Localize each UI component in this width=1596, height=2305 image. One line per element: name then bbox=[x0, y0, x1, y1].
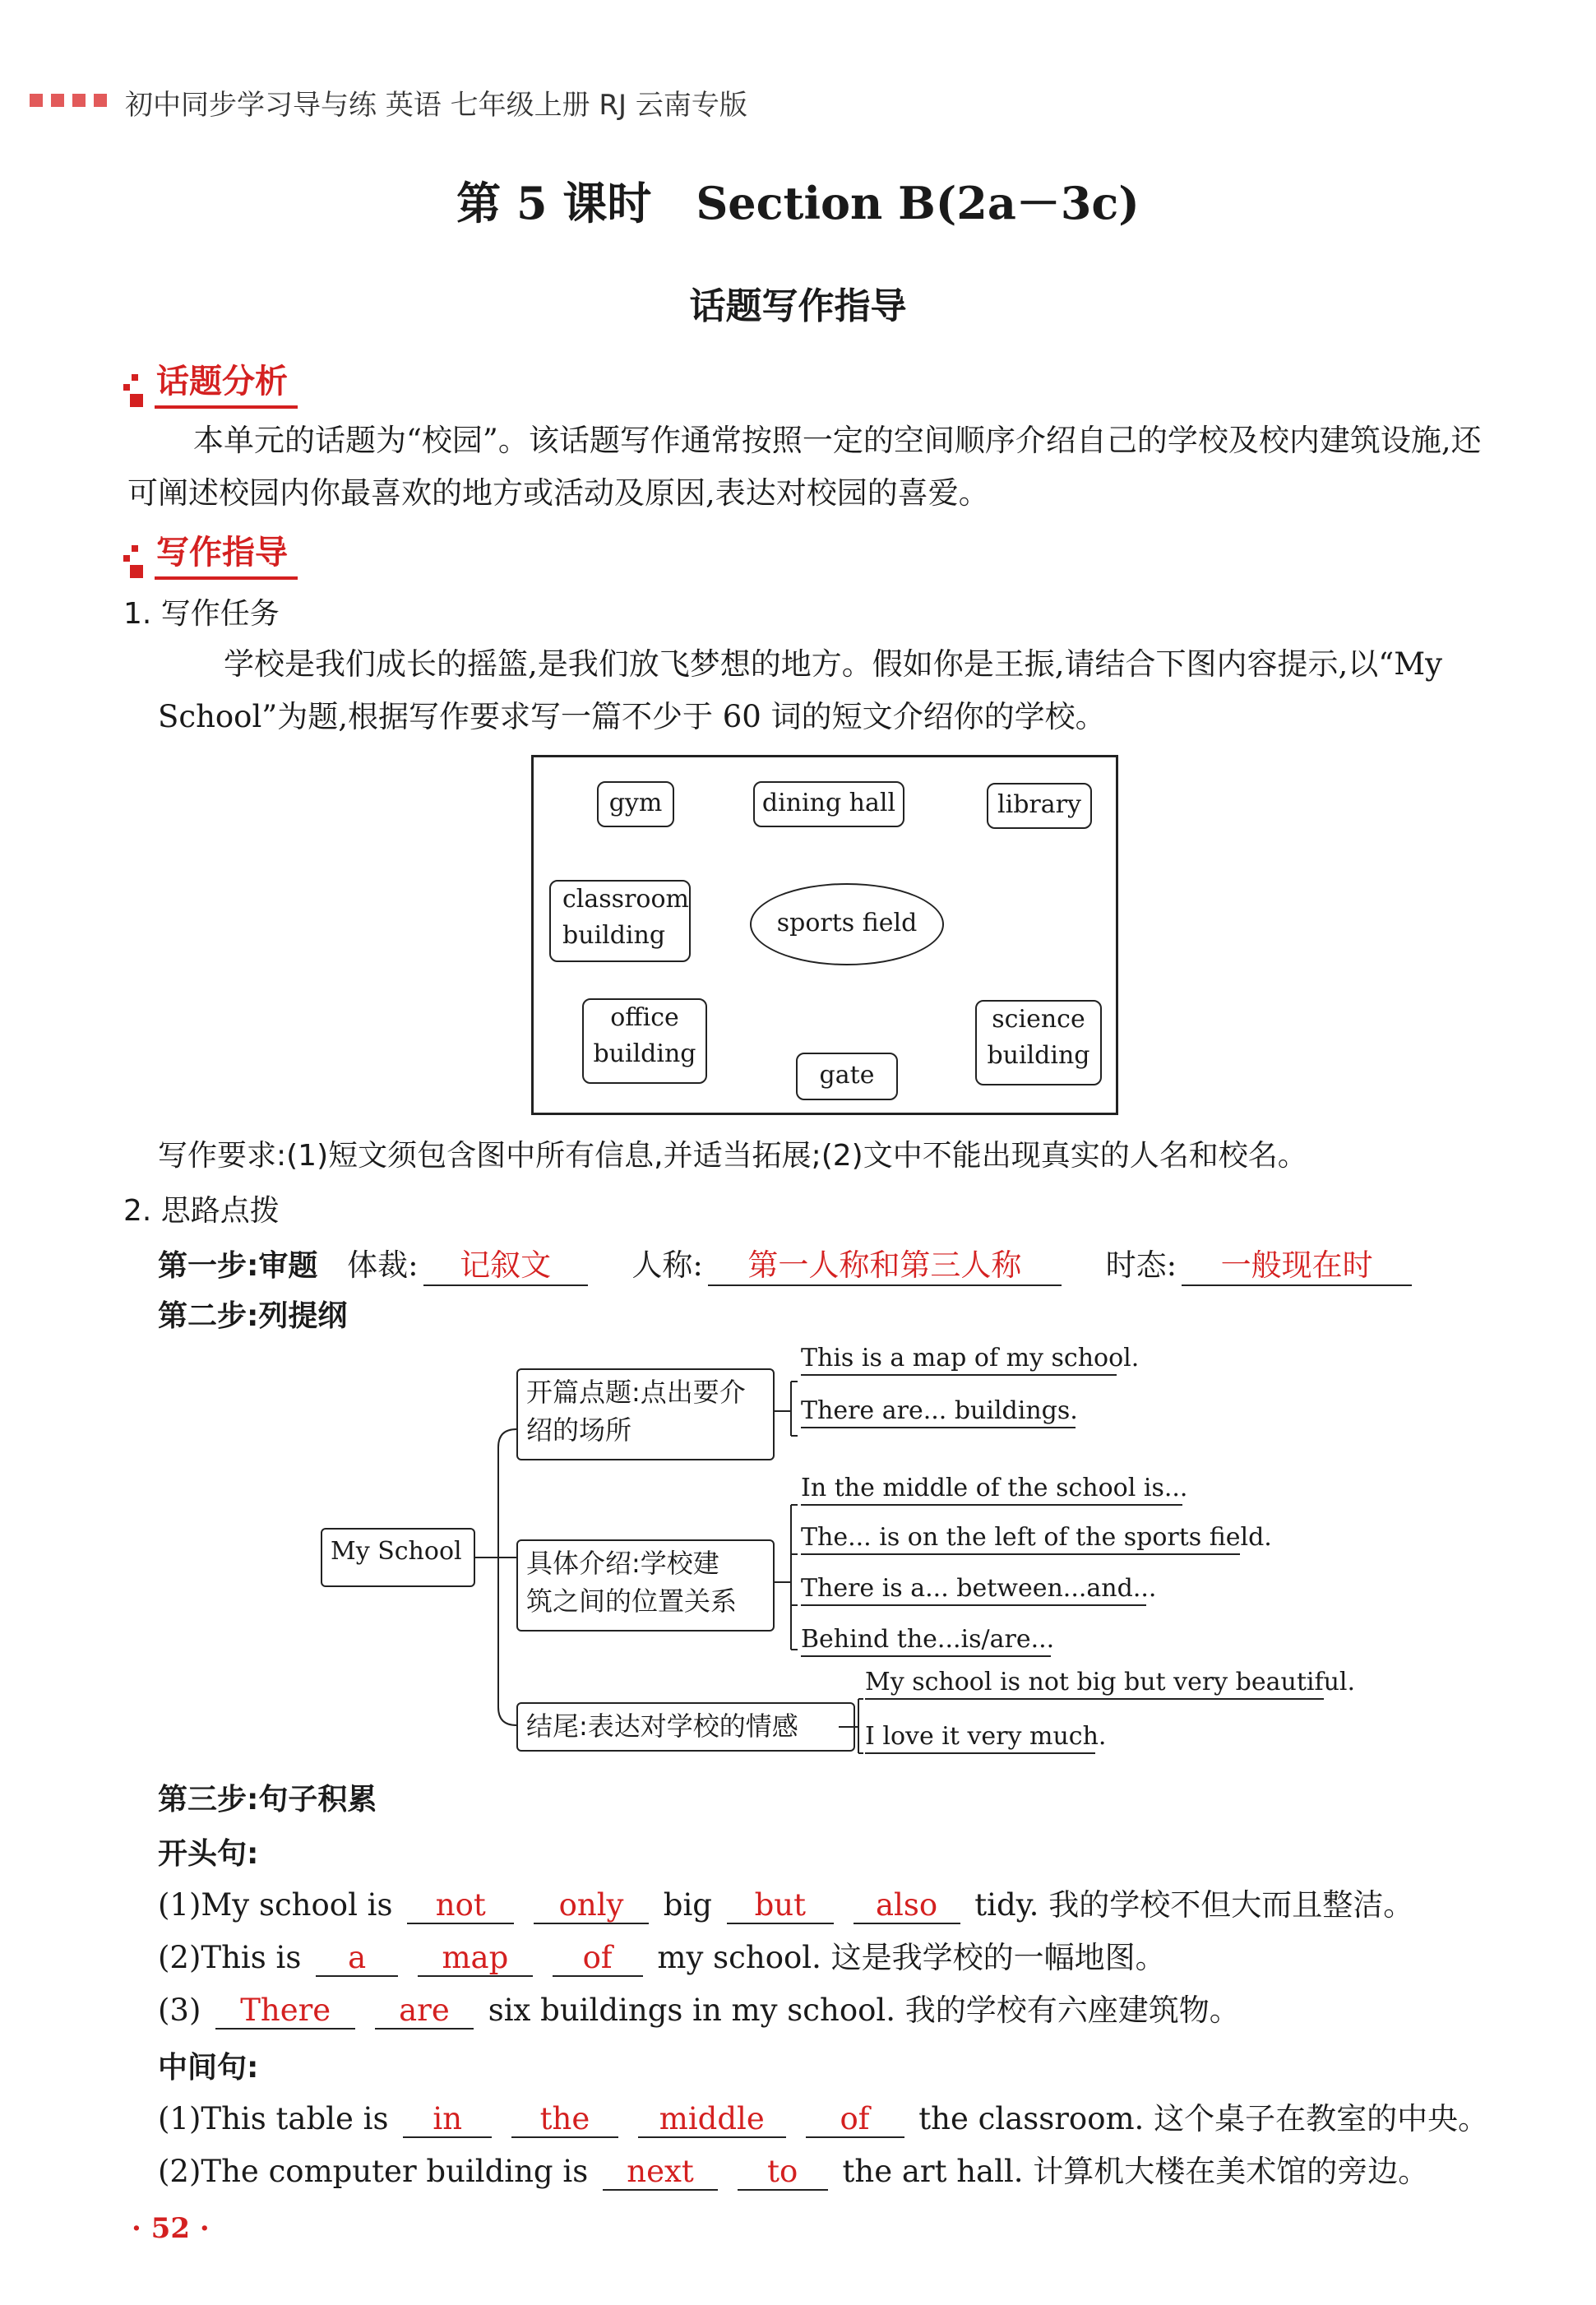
outline-body-line1: 具体介绍:学校建 bbox=[526, 1548, 719, 1579]
blank: map bbox=[418, 1940, 533, 1977]
map-gym: gym bbox=[597, 781, 674, 827]
step3-label: 第三步:句子积累 bbox=[158, 1783, 377, 1817]
map-classroom-line1: classroom bbox=[562, 885, 689, 914]
outline-body-line2: 筑之间的位置关系 bbox=[526, 1585, 738, 1617]
topic-analysis-title: 话题分析 bbox=[155, 355, 298, 409]
page-title: 第 5 课时 Section B(2a－3c) bbox=[456, 177, 1140, 229]
blank: in bbox=[403, 2101, 492, 2138]
blank: of bbox=[806, 2101, 904, 2138]
task-text: 学校是我们成长的摇篮,是我们放飞梦想的地方。假如你是王振,请结合下图内容提示,以“My School”为题,根据写作要求写一篇不少于 60 词的短文介绍你的学校。 bbox=[158, 646, 1442, 734]
blank: not bbox=[407, 1887, 514, 1924]
map-sports-field: sports field bbox=[750, 883, 944, 965]
outline-end-sentence-2: I love it very much. bbox=[865, 1722, 1095, 1754]
step1-label: 第一步:审题 bbox=[158, 1249, 318, 1283]
map-classroom-line2: building bbox=[562, 921, 666, 950]
blank: to bbox=[738, 2154, 828, 2191]
blank: are bbox=[375, 1993, 474, 2030]
blank: also bbox=[854, 1887, 960, 1924]
outline-intro-sentence-2: There are... buildings. bbox=[801, 1396, 1076, 1428]
middle-sentence-2: (2)The computer building is next to the art hall. 计算机大楼在美术馆的旁边。 bbox=[158, 2154, 1429, 2189]
header-text: 初中同步学习导与练 英语 七年级上册 RJ 云南专版 bbox=[125, 89, 747, 122]
opening-sentence-1: (1)My school is not only big but also tidy. 我的学校不但大而且整洁。 bbox=[158, 1887, 1414, 1923]
genre-answer: 记叙文 bbox=[423, 1240, 588, 1286]
page-number: · 52 · bbox=[132, 2212, 210, 2245]
blank: but bbox=[727, 1887, 834, 1924]
tense-label: 时态: bbox=[1105, 1247, 1177, 1283]
outline-intro-box bbox=[516, 1368, 775, 1460]
map-science-line2: building bbox=[987, 1041, 1090, 1070]
opening-sentence-3: (3) There are six buildings in my school. 我的学校有六座建筑物。 bbox=[158, 1993, 1240, 2028]
map-gate: gate bbox=[796, 1053, 898, 1100]
page-subtitle: 话题写作指导 bbox=[689, 285, 907, 327]
outline-body-sentence-2: The... is on the left of the sports field. bbox=[801, 1523, 1240, 1555]
middle-sentence-1: (1)This table is in the middle of the classroom. 这个桌子在教室的中央。 bbox=[158, 2101, 1489, 2136]
outline-end-sentence-1: My school is not big but very beautiful. bbox=[865, 1668, 1324, 1700]
person-answer: 第一人称和第三人称 bbox=[708, 1240, 1062, 1286]
outline-intro-sentence-1: This is a map of my school. bbox=[801, 1344, 1117, 1376]
blank: middle bbox=[638, 2101, 786, 2138]
opening-sentence-2: (2)This is a map of my school. 这是我学校的一幅地图。 bbox=[158, 1940, 1166, 1975]
tense-answer: 一般现在时 bbox=[1182, 1240, 1412, 1286]
outline-root: My School bbox=[321, 1528, 475, 1587]
blank: There bbox=[215, 1993, 355, 2030]
writing-guide-title: 写作指导 bbox=[155, 526, 298, 580]
outline-body-sentence-1: In the middle of the school is... bbox=[801, 1474, 1182, 1506]
blank: next bbox=[603, 2154, 718, 2191]
outline-end-box: 结尾:表达对学校的情感 bbox=[516, 1702, 855, 1752]
genre-label: 体裁: bbox=[347, 1247, 419, 1283]
outline-intro-line2: 绍的场所 bbox=[526, 1414, 632, 1446]
task-heading: 1. 写作任务 bbox=[123, 597, 280, 631]
blank: of bbox=[553, 1940, 643, 1977]
opening-label: 开头句: bbox=[158, 1837, 259, 1871]
map-office-line1: office bbox=[610, 1003, 679, 1032]
blank: the bbox=[511, 2101, 618, 2138]
outline-body-sentence-4: Behind the...is/are... bbox=[801, 1625, 1051, 1657]
outline-body-box bbox=[516, 1539, 775, 1632]
outline-intro-line1: 开篇点题:点出要介 bbox=[526, 1377, 746, 1408]
map-library: library bbox=[987, 783, 1092, 829]
person-label: 人称: bbox=[631, 1247, 703, 1283]
blank: a bbox=[316, 1940, 398, 1977]
outline-body-sentence-3: There is a... between...and... bbox=[801, 1574, 1146, 1606]
map-dining-hall: dining hall bbox=[753, 781, 904, 827]
step2-label: 第二步:列提纲 bbox=[158, 1299, 348, 1333]
topic-analysis-text: 本单元的话题为“校园”。该话题写作通常按照一定的空间顺序介绍自己的学校及校内建筑设施,还可阐述校园内你最喜欢的地方或活动及原因,表达对校园的喜爱。 bbox=[127, 423, 1482, 511]
writing-requirements: 写作要求:(1)短文须包含图中所有信息,并适当拓展;(2)文中不能出现真实的人名和校名。 bbox=[158, 1139, 1307, 1173]
blank: only bbox=[534, 1887, 649, 1924]
ideas-heading: 2. 思路点拨 bbox=[123, 1194, 280, 1228]
map-science-line1: science bbox=[992, 1005, 1085, 1034]
map-office-line2: building bbox=[593, 1039, 696, 1068]
middle-label: 中间句: bbox=[158, 2051, 259, 2085]
